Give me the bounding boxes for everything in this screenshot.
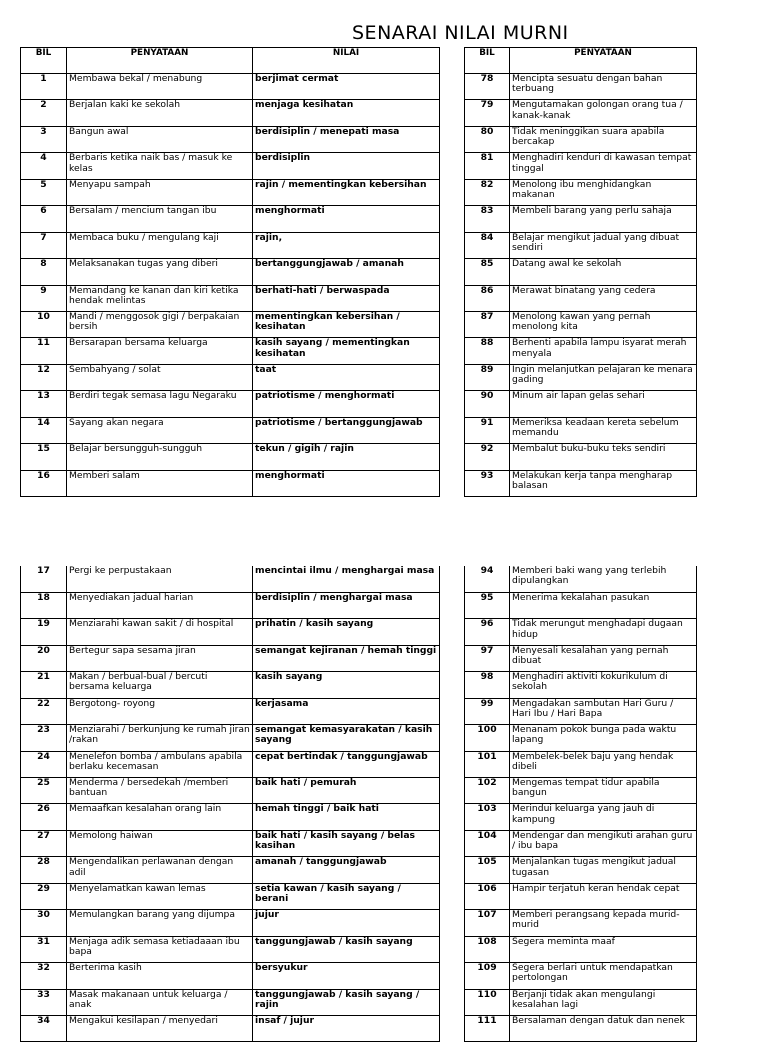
table-row (465, 883, 697, 909)
cell-bil: 22 (21, 698, 67, 724)
cell-penyataan: Masak makanaan untuk keluarga / anak (67, 989, 253, 1015)
cell-bil: 32 (21, 963, 67, 989)
cell-penyataan: Bersalam / mencium tangan ibu (67, 206, 253, 232)
cell-penyataan: Makan / berbual-bual / bercuti bersama keluarga (67, 672, 253, 698)
cell-penyataan: Membelek-belek baju yang hendak dibeli (510, 751, 697, 777)
header-bil: BIL (21, 48, 67, 74)
table-row (21, 311, 440, 337)
cell-nilai: mencintai ilmu / menghargai masa (253, 566, 440, 592)
table-row (465, 179, 697, 205)
table-row (21, 645, 440, 671)
cell-bil: 108 (465, 936, 510, 962)
cell-bil: 107 (465, 910, 510, 936)
cell-penyataan: Berdiri tegak semasa lagu Negaraku (67, 391, 253, 417)
cell-nilai: menghormati (253, 470, 440, 496)
cell-bil: 86 (465, 285, 510, 311)
cell-nilai: patriotisme / menghormati (253, 391, 440, 417)
table-row (21, 989, 440, 1015)
cell-bil: 91 (465, 417, 510, 443)
cell-penyataan: Menziarahi / berkunjung ke rumah jiran /rakan (67, 725, 253, 751)
table-row (465, 311, 697, 337)
cell-penyataan: Datang awal ke sekolah (510, 259, 697, 285)
cell-penyataan: Berjanji tidak akan mengulangi kesalahan lagi (510, 989, 697, 1015)
cell-nilai: patriotisme / bertanggungjawab (253, 417, 440, 443)
table-row (465, 963, 697, 989)
cell-bil: 104 (465, 830, 510, 856)
table-row (465, 778, 697, 804)
table-row (21, 698, 440, 724)
cell-bil: 28 (21, 857, 67, 883)
table-row (21, 285, 440, 311)
cell-bil: 33 (21, 989, 67, 1015)
cell-penyataan: Segera berlari untuk mendapatkan pertolongan (510, 963, 697, 989)
cell-penyataan: Berterima kasih (67, 963, 253, 989)
cell-bil: 99 (465, 698, 510, 724)
cell-penyataan: Menderma / bersedekah /memberi bantuan (67, 778, 253, 804)
cell-bil: 81 (465, 153, 510, 179)
cell-nilai: baik hati / kasih sayang / belas kasihan (253, 830, 440, 856)
cell-nilai: semangat kemasyarakatan / kasih sayang (253, 725, 440, 751)
table-row (21, 725, 440, 751)
cell-bil: 16 (21, 470, 67, 496)
cell-bil: 78 (465, 74, 510, 100)
cell-penyataan: Ingin melanjutkan pelajaran ke menara gading (510, 364, 697, 390)
cell-bil: 5 (21, 179, 67, 205)
table-row (465, 74, 697, 100)
cell-bil: 1 (21, 74, 67, 100)
table-row (21, 857, 440, 883)
table-row (465, 232, 697, 258)
table-row (21, 391, 440, 417)
cell-nilai: tanggungjawab / kasih sayang (253, 936, 440, 962)
table-row (465, 417, 697, 443)
table-row (21, 963, 440, 989)
cell-nilai: berdisiplin / menghargai masa (253, 592, 440, 618)
cell-penyataan: Membeli barang yang perlu sahaja (510, 206, 697, 232)
table-row (465, 259, 697, 285)
cell-penyataan: Merawat binatang yang cedera (510, 285, 697, 311)
cell-penyataan: Memeriksa keadaan kereta sebelum memandu (510, 417, 697, 443)
table-row (21, 259, 440, 285)
cell-bil: 10 (21, 311, 67, 337)
cell-bil: 98 (465, 672, 510, 698)
cell-nilai: taat (253, 364, 440, 390)
cell-nilai: kerjasama (253, 698, 440, 724)
cell-nilai: jujur (253, 910, 440, 936)
table-row (21, 936, 440, 962)
cell-nilai: kasih sayang / mementingkan kesihatan (253, 338, 440, 364)
cell-penyataan: Tidak meninggikan suara apabila bercakap (510, 126, 697, 152)
cell-penyataan: Hampir terjatuh keran hendak cepat (510, 883, 697, 909)
cell-penyataan: Menyesali kesalahan yang pernah dibuat (510, 645, 697, 671)
cell-penyataan: Memberi salam (67, 470, 253, 496)
cell-penyataan: Membaca buku / mengulang kaji (67, 232, 253, 258)
cell-penyataan: Membalut buku-buku teks sendiri (510, 444, 697, 470)
cell-penyataan: Segera meminta maaf (510, 936, 697, 962)
table-row (21, 470, 440, 496)
cell-penyataan: Melakukan kerja tanpa mengharap balasan (510, 470, 697, 496)
cell-bil: 101 (465, 751, 510, 777)
cell-bil: 85 (465, 259, 510, 285)
values-table-left-top (20, 47, 440, 497)
table-row (21, 672, 440, 698)
table-row (21, 566, 440, 592)
cell-penyataan: Mengemas tempat tidur apabila bangun (510, 778, 697, 804)
cell-nilai: berdisiplin (253, 153, 440, 179)
table-row (465, 910, 697, 936)
cell-penyataan: Menyelamatkan kawan lemas (67, 883, 253, 909)
page-title: SENARAI NILAI MURNI (352, 22, 569, 44)
table-row (465, 338, 697, 364)
cell-bil: 9 (21, 285, 67, 311)
values-table-right-top (464, 47, 697, 497)
cell-penyataan: Menjalankan tugas mengikut jadual tugasan (510, 857, 697, 883)
table-row (21, 804, 440, 830)
cell-bil: 30 (21, 910, 67, 936)
cell-bil: 24 (21, 751, 67, 777)
cell-bil: 80 (465, 126, 510, 152)
cell-bil: 13 (21, 391, 67, 417)
cell-bil: 95 (465, 592, 510, 618)
cell-penyataan: Memberi perangsang kepada murid-murid (510, 910, 697, 936)
cell-penyataan: Berhenti apabila lampu isyarat merah menyala (510, 338, 697, 364)
cell-nilai: menghormati (253, 206, 440, 232)
cell-bil: 6 (21, 206, 67, 232)
cell-bil: 21 (21, 672, 67, 698)
cell-penyataan: Menziarahi kawan sakit / di hospital (67, 619, 253, 645)
table-row (21, 778, 440, 804)
cell-penyataan: Menolong ibu menghidangkan makanan (510, 179, 697, 205)
table-row (465, 857, 697, 883)
table-row (465, 206, 697, 232)
cell-penyataan: Bertegur sapa sesama jiran (67, 645, 253, 671)
cell-bil: 17 (21, 566, 67, 592)
header-penyataan: PENYATAAN (510, 48, 697, 74)
cell-bil: 31 (21, 936, 67, 962)
table-row (21, 179, 440, 205)
cell-nilai: rajin / mementingkan kebersihan (253, 179, 440, 205)
table-row (21, 232, 440, 258)
table-row (21, 830, 440, 856)
cell-bil: 15 (21, 444, 67, 470)
cell-nilai: berhati-hati / berwaspada (253, 285, 440, 311)
values-table-left-bottom (20, 566, 440, 1042)
cell-bil: 110 (465, 989, 510, 1015)
table-row (465, 100, 697, 126)
cell-bil: 92 (465, 444, 510, 470)
cell-penyataan: Mencipta sesuatu dengan bahan terbuang (510, 74, 697, 100)
cell-bil: 14 (21, 417, 67, 443)
cell-nilai: mementingkan kebersihan / kesihatan (253, 311, 440, 337)
cell-bil: 103 (465, 804, 510, 830)
table-row (21, 206, 440, 232)
table-row (21, 100, 440, 126)
cell-nilai: setia kawan / kasih sayang / berani (253, 883, 440, 909)
cell-penyataan: Mengendalikan perlawanan dengan adil (67, 857, 253, 883)
cell-penyataan: Sayang akan negara (67, 417, 253, 443)
table-row (465, 619, 697, 645)
cell-penyataan: Memulangkan barang yang dijumpa (67, 910, 253, 936)
cell-penyataan: Bersalaman dengan datuk dan nenek (510, 1015, 697, 1041)
cell-penyataan: Mengadakan sambutan Hari Guru / Hari Ibu / Hari Bapa (510, 698, 697, 724)
table-row (465, 830, 697, 856)
cell-bil: 106 (465, 883, 510, 909)
cell-bil: 18 (21, 592, 67, 618)
table-row (21, 364, 440, 390)
table-row (465, 936, 697, 962)
cell-penyataan: Menyediakan jadual harian (67, 592, 253, 618)
table-row (465, 285, 697, 311)
cell-bil: 100 (465, 725, 510, 751)
cell-nilai: rajin, (253, 232, 440, 258)
cell-nilai: amanah / tanggungjawab (253, 857, 440, 883)
header-nilai: NILAI (253, 48, 440, 74)
cell-bil: 84 (465, 232, 510, 258)
cell-bil: 34 (21, 1015, 67, 1041)
cell-penyataan: Membawa bekal / menabung (67, 74, 253, 100)
table-row (21, 74, 440, 100)
cell-bil: 90 (465, 391, 510, 417)
cell-bil: 7 (21, 232, 67, 258)
table-row (21, 444, 440, 470)
cell-bil: 87 (465, 311, 510, 337)
cell-penyataan: Memolong haiwan (67, 830, 253, 856)
table-row (21, 1015, 440, 1041)
table-row (465, 391, 697, 417)
table-row (21, 751, 440, 777)
cell-bil: 29 (21, 883, 67, 909)
cell-bil: 23 (21, 725, 67, 751)
cell-bil: 102 (465, 778, 510, 804)
cell-bil: 20 (21, 645, 67, 671)
cell-penyataan: Menghadiri kenduri di kawasan tempat tinggal (510, 153, 697, 179)
cell-nilai: bertanggungjawab / amanah (253, 259, 440, 285)
cell-penyataan: Berjalan kaki ke sekolah (67, 100, 253, 126)
cell-penyataan: Menelefon bomba / ambulans apabila berlaku kecemasan (67, 751, 253, 777)
cell-penyataan: Minum air lapan gelas sehari (510, 391, 697, 417)
cell-bil: 88 (465, 338, 510, 364)
cell-nilai: berdisiplin / menepati masa (253, 126, 440, 152)
cell-nilai: bersyukur (253, 963, 440, 989)
cell-penyataan: Mendengar dan mengikuti arahan guru / ibu bapa (510, 830, 697, 856)
cell-bil: 27 (21, 830, 67, 856)
table-row (21, 883, 440, 909)
cell-penyataan: Memaafkan kesalahan orang lain (67, 804, 253, 830)
cell-penyataan: Mengakui kesilapan / menyedari (67, 1015, 253, 1041)
table-row (465, 364, 697, 390)
cell-bil: 109 (465, 963, 510, 989)
cell-penyataan: Bersarapan bersama keluarga (67, 338, 253, 364)
header-bil: BIL (465, 48, 510, 74)
cell-bil: 111 (465, 1015, 510, 1041)
table-row (465, 470, 697, 496)
header-penyataan: PENYATAAN (67, 48, 253, 74)
cell-bil: 97 (465, 645, 510, 671)
cell-bil: 12 (21, 364, 67, 390)
cell-bil: 4 (21, 153, 67, 179)
cell-bil: 94 (465, 566, 510, 592)
table-row (465, 153, 697, 179)
cell-penyataan: Mandi / menggosok gigi / berpakaian bersih (67, 311, 253, 337)
cell-nilai: hemah tinggi / baik hati (253, 804, 440, 830)
cell-nilai: prihatin / kasih sayang (253, 619, 440, 645)
cell-nilai: tanggungjawab / kasih sayang / rajin (253, 989, 440, 1015)
cell-nilai: tekun / gigih / rajin (253, 444, 440, 470)
table-row (21, 126, 440, 152)
table-row (465, 804, 697, 830)
cell-bil: 83 (465, 206, 510, 232)
cell-penyataan: Menjaga adik semasa ketiadaaan ibu bapa (67, 936, 253, 962)
table-row (465, 444, 697, 470)
cell-bil: 89 (465, 364, 510, 390)
cell-bil: 3 (21, 126, 67, 152)
cell-penyataan: Merindui keluarga yang jauh di kampung (510, 804, 697, 830)
cell-bil: 26 (21, 804, 67, 830)
table-row (21, 338, 440, 364)
cell-penyataan: Menerima kekalahan pasukan (510, 592, 697, 618)
cell-bil: 25 (21, 778, 67, 804)
table-row (465, 698, 697, 724)
cell-nilai: baik hati / pemurah (253, 778, 440, 804)
table-row (465, 672, 697, 698)
cell-penyataan: Bangun awal (67, 126, 253, 152)
cell-penyataan: Memberi baki wang yang terlebih dipulangkan (510, 566, 697, 592)
table-row (21, 619, 440, 645)
cell-bil: 8 (21, 259, 67, 285)
cell-penyataan: Sembahyang / solat (67, 364, 253, 390)
cell-nilai: insaf / jujur (253, 1015, 440, 1041)
values-table-right-bottom (464, 566, 697, 1042)
cell-bil: 93 (465, 470, 510, 496)
cell-penyataan: Melaksanakan tugas yang diberi (67, 259, 253, 285)
cell-penyataan: Pergi ke perpustakaan (67, 566, 253, 592)
table-row (465, 126, 697, 152)
table-row (465, 645, 697, 671)
cell-penyataan: Belajar mengikut jadual yang dibuat sendiri (510, 232, 697, 258)
cell-penyataan: Mengutamakan golongan orang tua / kanak-kanak (510, 100, 697, 126)
cell-penyataan: Menolong kawan yang pernah menolong kita (510, 311, 697, 337)
table-row (465, 725, 697, 751)
cell-nilai: cepat bertindak / tanggungjawab (253, 751, 440, 777)
table-row (21, 417, 440, 443)
cell-bil: 82 (465, 179, 510, 205)
cell-penyataan: Bergotong- royong (67, 698, 253, 724)
cell-penyataan: Berbaris ketika naik bas / masuk ke kelas (67, 153, 253, 179)
cell-penyataan: Memandang ke kanan dan kiri ketika hendak melintas (67, 285, 253, 311)
table-row (465, 566, 697, 592)
cell-penyataan: Menanam pokok bunga pada waktu lapang (510, 725, 697, 751)
table-row (21, 910, 440, 936)
cell-bil: 105 (465, 857, 510, 883)
cell-nilai: berjimat cermat (253, 74, 440, 100)
cell-nilai: menjaga kesihatan (253, 100, 440, 126)
table-row (465, 1015, 697, 1041)
cell-nilai: kasih sayang (253, 672, 440, 698)
cell-nilai: semangat kejiranan / hemah tinggi (253, 645, 440, 671)
table-row (465, 989, 697, 1015)
cell-penyataan: Menghadiri aktiviti kokurikulum di sekolah (510, 672, 697, 698)
cell-bil: 19 (21, 619, 67, 645)
cell-bil: 11 (21, 338, 67, 364)
table-row (21, 153, 440, 179)
cell-penyataan: Tidak merungut menghadapi dugaan hidup (510, 619, 697, 645)
cell-bil: 79 (465, 100, 510, 126)
cell-penyataan: Menyapu sampah (67, 179, 253, 205)
table-row (465, 592, 697, 618)
table-row (465, 751, 697, 777)
cell-penyataan: Belajar bersungguh-sungguh (67, 444, 253, 470)
cell-bil: 96 (465, 619, 510, 645)
cell-bil: 2 (21, 100, 67, 126)
table-row (21, 592, 440, 618)
